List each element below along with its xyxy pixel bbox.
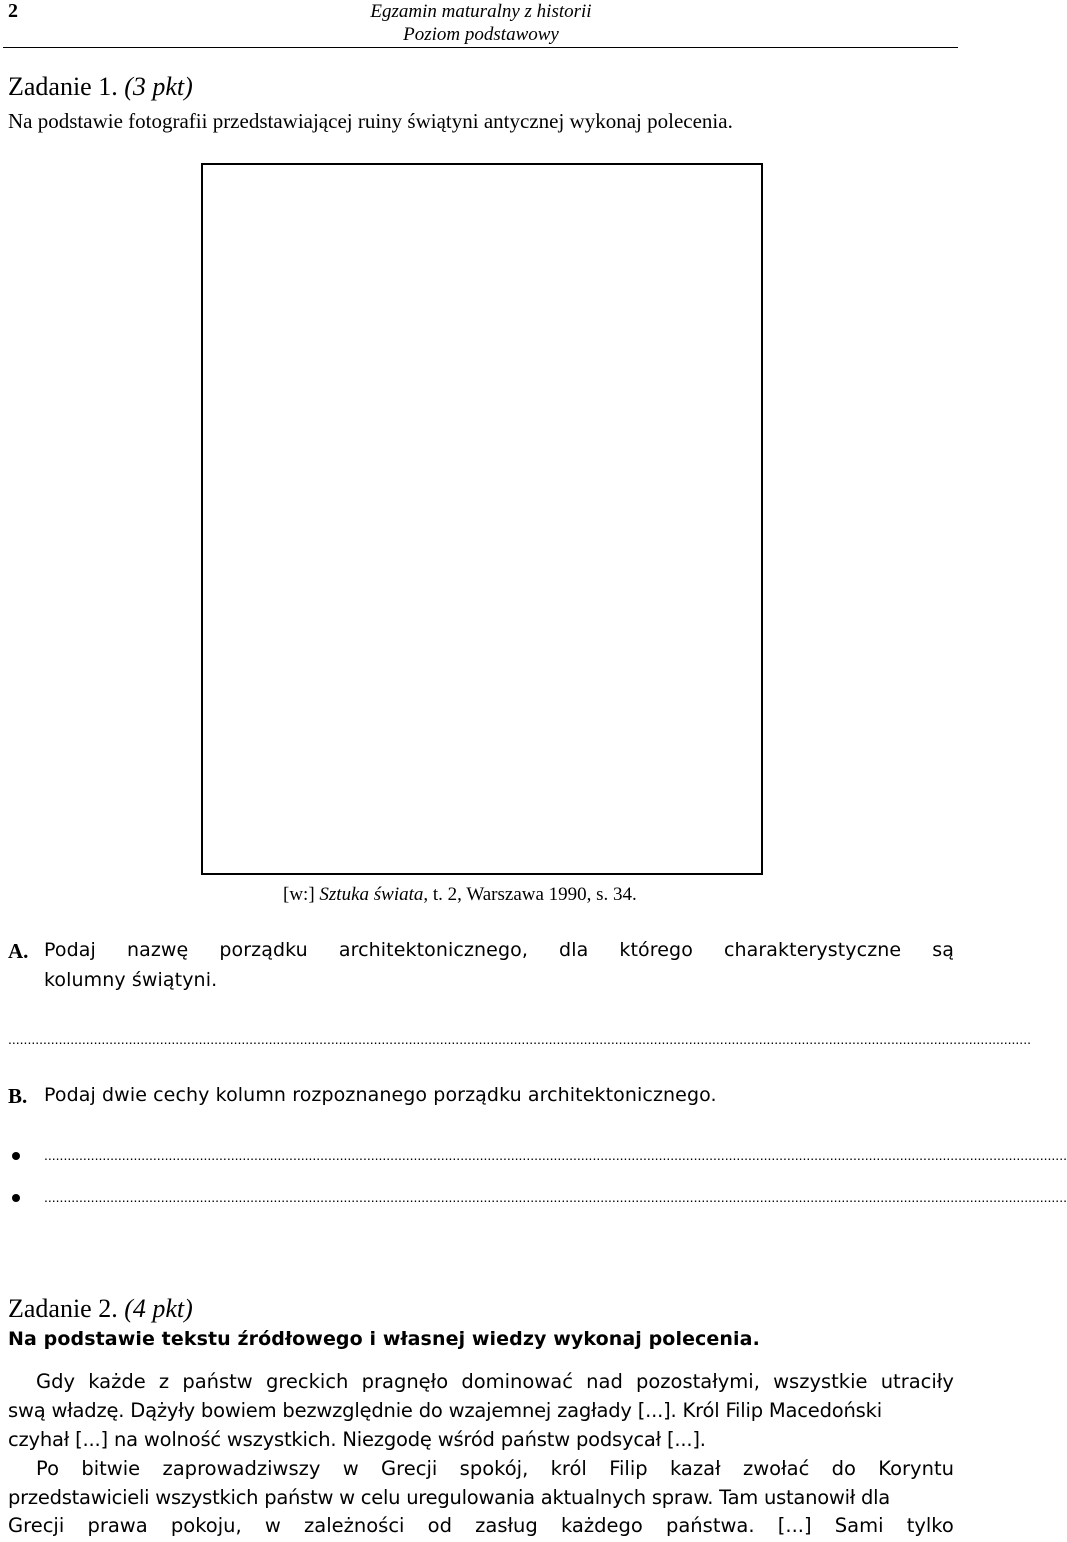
answer-line-b2[interactable]: ....................................................................................................................................................................................................................................................................... — [44, 1189, 1067, 1205]
word: pozostałymi, — [636, 1370, 760, 1393]
bullet-point-2 — [12, 1194, 20, 1202]
word: bitwie — [81, 1457, 141, 1480]
word: Filip — [609, 1457, 648, 1480]
word: [...] — [777, 1514, 812, 1537]
word: greckich — [265, 1370, 349, 1393]
task-2-instruction: Na podstawie tekstu źródłowego i własnej wiedzy wykonaj polecenia. — [8, 1328, 760, 1350]
caption-prefix: [w:] — [283, 884, 320, 905]
task-2-heading — [8, 1294, 193, 1324]
source-text-line4 — [36, 1457, 954, 1480]
word: dominować — [461, 1370, 573, 1393]
word: prawa — [87, 1514, 148, 1537]
word: utraciły — [880, 1370, 954, 1393]
part-b-question: Podaj dwie cechy kolumn rozpoznanego porządku architektonicznego. — [44, 1084, 717, 1106]
word: nazwę — [126, 939, 189, 961]
word: z — [158, 1370, 170, 1393]
bullet-point-1 — [12, 1152, 20, 1160]
word: kazał — [669, 1457, 721, 1480]
photo-caption — [283, 884, 637, 906]
word: państwa. — [665, 1514, 755, 1537]
word: którego — [619, 939, 693, 961]
source-text-line1 — [36, 1370, 954, 1393]
word: są — [932, 939, 954, 961]
exam-level: Poziom podstawowy — [403, 24, 559, 45]
word: Po — [36, 1457, 59, 1480]
header-divider — [3, 47, 958, 48]
task-1-title: Zadanie 1. — [8, 72, 118, 101]
page-number: 2 — [8, 0, 18, 22]
word: Sami — [834, 1514, 884, 1537]
answer-line-a[interactable]: ....................................................................................................................................................................................................................................................................... — [8, 1031, 1031, 1047]
word: państw — [182, 1370, 253, 1393]
caption-title: Sztuka świata — [319, 884, 424, 905]
word: charakterystyczne — [723, 939, 902, 961]
word: zwołać — [742, 1457, 810, 1480]
word: zaprowadziwszy — [162, 1457, 321, 1480]
word: Podaj — [44, 939, 96, 961]
task-2-title: Zadanie 2. — [8, 1294, 118, 1323]
word: każde — [88, 1370, 146, 1393]
word: porządku — [219, 939, 308, 961]
caption-suffix: , t. 2, Warszawa 1990, s. 34. — [423, 884, 637, 905]
task-1-heading — [8, 72, 193, 102]
part-a-label: A. — [8, 939, 29, 963]
word: Gdy — [36, 1370, 76, 1393]
word: od — [427, 1514, 452, 1537]
word: w — [264, 1514, 281, 1537]
task-1-points: (3 pkt) — [124, 72, 193, 101]
exam-title: Egzamin maturalny z historii — [370, 1, 592, 22]
word: spokój, — [459, 1457, 529, 1480]
task-2-points: (4 pkt) — [124, 1294, 193, 1323]
task-1-instruction: Na podstawie fotografii przedstawiającej ruiny świątyni antycznej wykonaj polecenia. — [8, 109, 733, 133]
word: król — [550, 1457, 587, 1480]
word: Grecji — [381, 1457, 438, 1480]
word: wszystkie — [773, 1370, 868, 1393]
part-a-question-line1 — [44, 939, 954, 961]
source-text-line3: czyhał [...] na wolność wszystkich. Niezgodę wśród państw podsycał [...]. — [8, 1428, 706, 1451]
word: każdego — [560, 1514, 643, 1537]
word: nad — [586, 1370, 623, 1393]
word: dla — [559, 939, 589, 961]
word: Grecji — [8, 1514, 65, 1537]
word: w — [342, 1457, 359, 1480]
word: pragnęło — [361, 1370, 449, 1393]
word: Koryntu — [878, 1457, 954, 1480]
part-b-label: B. — [8, 1084, 28, 1108]
source-text-line2: swą władzę. Dążyły bowiem bezwzględnie do wzajemnej zagłady [...]. Król Filip Macedoński — [8, 1399, 882, 1422]
word: pokoju, — [170, 1514, 242, 1537]
source-text-line5: przedstawicieli wszystkich państw w celu uregulowania aktualnych spraw. Tam ustanowił dla — [8, 1486, 890, 1509]
word: do — [831, 1457, 856, 1480]
word: zasług — [475, 1514, 538, 1537]
word: zależności — [304, 1514, 405, 1537]
answer-line-b1[interactable]: ....................................................................................................................................................................................................................................................................... — [44, 1147, 1067, 1163]
word: architektonicznego, — [338, 939, 528, 961]
part-a-question-line2: kolumny świątyni. — [44, 969, 218, 991]
source-text-line6 — [8, 1514, 954, 1537]
word: tylko — [906, 1514, 954, 1537]
temple-photo-frame — [201, 163, 763, 875]
